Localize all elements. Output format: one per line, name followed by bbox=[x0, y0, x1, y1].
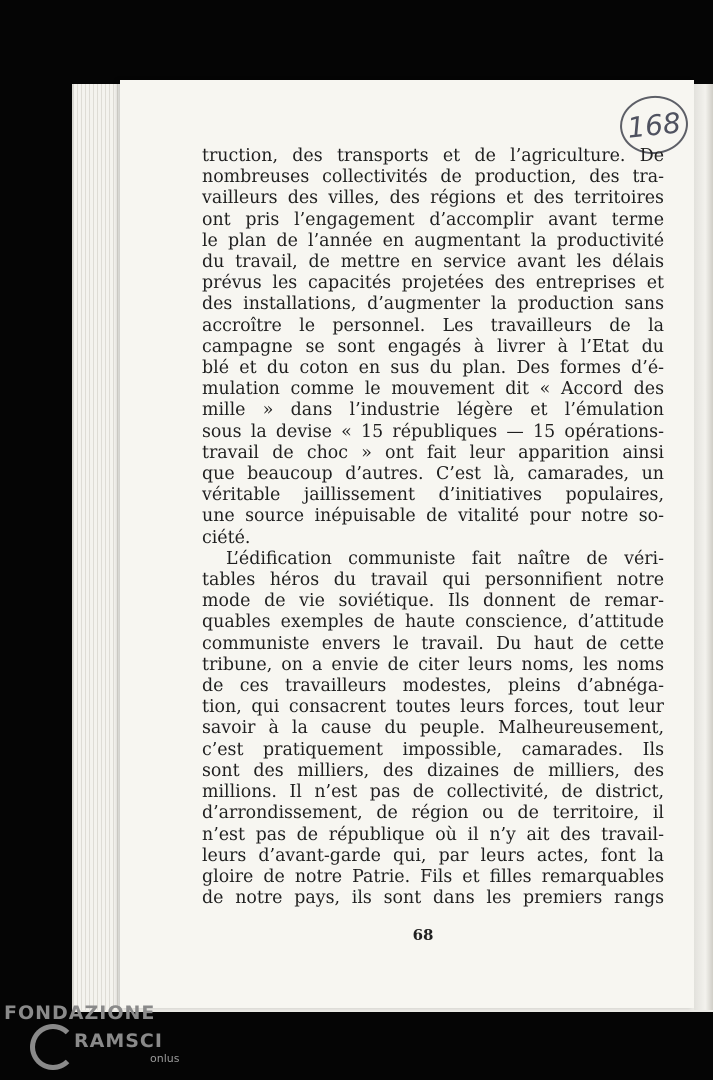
text-line: tables héros du travail qui personnifient notre bbox=[202, 570, 664, 591]
page-right-edge bbox=[694, 84, 713, 1010]
text-line: leurs d’avant-garde qui, par leurs actes, font la bbox=[202, 845, 664, 866]
text-line: ont pris l’engagement d’accomplir avant terme bbox=[202, 209, 664, 230]
text-line: ciété. bbox=[202, 527, 251, 548]
text-line: n’est pas de république où il n’y ait des travail- bbox=[202, 824, 664, 845]
text-line: que beaucoup d’autres. C’est là, camarades, un bbox=[202, 464, 664, 485]
text-line: accroître le personnel. Les travailleurs de la bbox=[202, 315, 664, 336]
page-edges bbox=[74, 84, 124, 1010]
logo-text-bottom: RAMSCI bbox=[74, 1030, 163, 1052]
text-line: communiste envers le travail. Du haut de cette bbox=[202, 633, 664, 654]
text-line: une source inépuisable de vitalité pour notre so- bbox=[202, 506, 664, 527]
text-line: tribune, on a envie de citer leurs noms, les noms bbox=[202, 654, 664, 675]
text-line: L’édification communiste fait naître de véri- bbox=[226, 548, 664, 569]
text-line: c’est pratiquement impossible, camarades. Ils bbox=[202, 739, 664, 760]
text-line: des installations, d’augmenter la production sans bbox=[202, 294, 664, 315]
text-line: le plan de l’année en augmentant la productivité bbox=[202, 230, 664, 251]
text-line: blé et du coton en sus du plan. Des formes d’é- bbox=[202, 358, 664, 379]
fondazione-gramsci-logo bbox=[4, 1002, 184, 1072]
text-line: nombreuses collectivités de production, des tra- bbox=[202, 167, 664, 188]
logo-text-small: onlus bbox=[150, 1052, 180, 1065]
text-line: sous la devise « 15 républiques — 15 opérations- bbox=[202, 421, 664, 442]
text-line: sont des milliers, des dizaines de milliers, des bbox=[202, 760, 664, 781]
text-line: millions. Il n’est pas de collectivité, de district, bbox=[202, 782, 664, 803]
text-line: vailleurs des villes, des régions et des territoires bbox=[202, 188, 664, 209]
text-line: savoir à la cause du peuple. Malheureusement, bbox=[202, 718, 664, 739]
text-line: d’arrondissement, de région ou de territoire, il bbox=[202, 803, 664, 824]
text-line: mode de vie soviétique. Ils donnent de remar- bbox=[202, 591, 664, 612]
text-line: prévus les capacités projetées des entreprises et bbox=[202, 273, 664, 294]
text-line: du travail, de mettre en service avant les délais bbox=[202, 252, 664, 273]
body-text bbox=[202, 146, 664, 909]
text-line: campagne se sont engagés à livrer à l’Etat du bbox=[202, 336, 664, 357]
text-line: travail de choc » ont fait leur apparition ainsi bbox=[202, 442, 664, 463]
logo-text-top: FONDAZIONE bbox=[4, 1002, 156, 1024]
text-line: de notre pays, ils sont dans les premiers rangs bbox=[202, 888, 664, 909]
text-line: mille » dans l’industrie légère et l’émulation bbox=[202, 400, 664, 421]
text-line: véritable jaillissement d’initiatives populaires, bbox=[202, 485, 664, 506]
logo-g-icon bbox=[30, 1024, 76, 1070]
text-line: gloire de notre Patrie. Fils et filles remarquables bbox=[202, 866, 664, 887]
text-line: quables exemples de haute conscience, d’attitude bbox=[202, 612, 664, 633]
text-line: truction, des transports et de l’agriculture. De bbox=[202, 146, 664, 166]
text-line: de ces travailleurs modestes, pleins d’abnéga- bbox=[202, 676, 664, 697]
text-line: tion, qui consacrent toutes leurs forces, tout leur bbox=[202, 697, 664, 718]
page-number: 68 bbox=[412, 926, 434, 944]
handwritten-page-annotation: 168 bbox=[617, 93, 691, 158]
text-line: mulation comme le mouvement dit « Accord des bbox=[202, 379, 664, 400]
